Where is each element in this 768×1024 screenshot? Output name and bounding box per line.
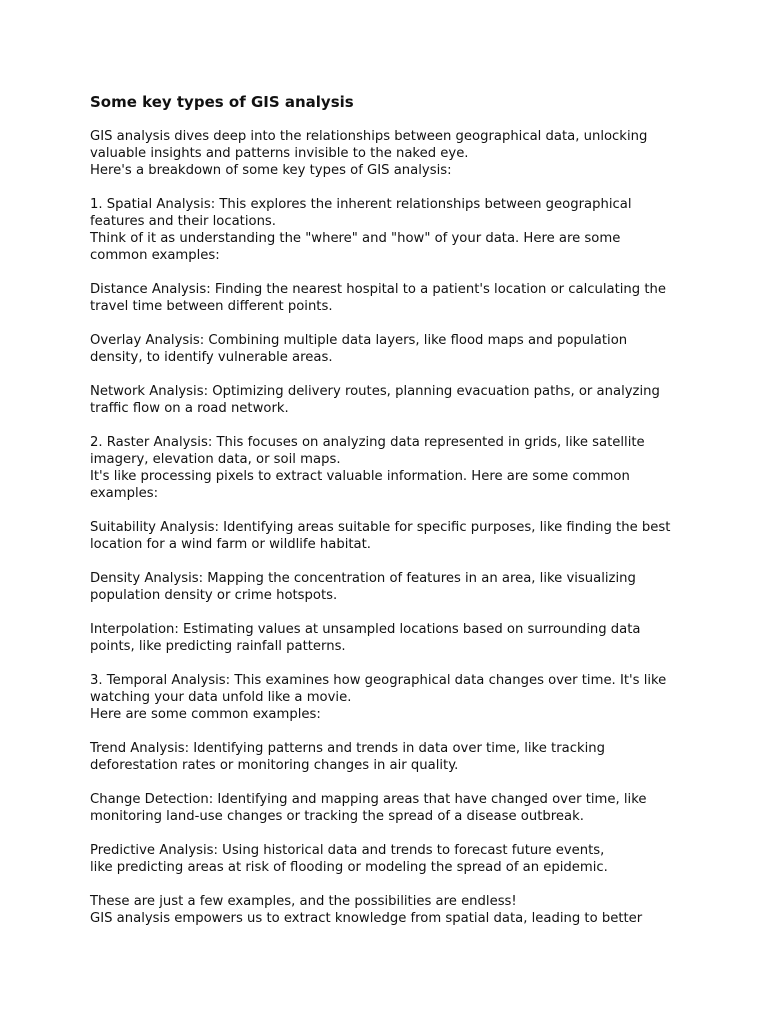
text-line: Density Analysis: Mapping the concentration of features in an area, like visualizing [90,571,636,586]
text-line: Network Analysis: Optimizing delivery routes, planning evacuation paths, or analyzing [90,384,660,399]
text-line: Change Detection: Identifying and mapping areas that have changed over time, like [90,792,647,807]
paragraph [90,570,690,604]
text-line: traffic flow on a road network. [90,401,289,416]
text-line: Suitability Analysis: Identifying areas suitable for specific purposes, like finding the best [90,520,671,535]
text-line: like predicting areas at risk of flooding or modeling the spread of an epidemic. [90,860,608,875]
text-line: It's like processing pixels to extract valuable information. Here are some common [90,469,630,484]
paragraph [90,128,690,179]
text-line: examples: [90,486,159,501]
text-line: Think of it as understanding the "where" and "how" of your data. Here are some [90,231,621,246]
document-body [90,128,690,927]
paragraph [90,383,690,417]
paragraph [90,791,690,825]
text-line: location for a wind farm or wildlife habitat. [90,537,371,552]
text-line: features and their locations. [90,214,276,229]
text-line: travel time between different points. [90,299,333,314]
text-line: Interpolation: Estimating values at unsampled locations based on surrounding data [90,622,641,637]
text-line: 1. Spatial Analysis: This explores the inherent relationships between geographical [90,197,632,212]
text-line: population density or crime hotspots. [90,588,338,603]
paragraph [90,740,690,774]
text-line: GIS analysis dives deep into the relationships between geographical data, unlocking [90,129,648,144]
text-line: Overlay Analysis: Combining multiple data layers, like flood maps and population [90,333,628,348]
paragraph [90,281,690,315]
document-page [90,92,690,944]
paragraph [90,196,690,264]
text-line: Predictive Analysis: Using historical data and trends to forecast future events, [90,843,605,858]
text-line: watching your data unfold like a movie. [90,690,352,705]
paragraph [90,332,690,366]
text-line: monitoring land-use changes or tracking the spread of a disease outbreak. [90,809,584,824]
text-line: density, to identify vulnerable areas. [90,350,333,365]
text-line: imagery, elevation data, or soil maps. [90,452,341,467]
paragraph [90,672,690,723]
text-line: 3. Temporal Analysis: This examines how geographical data changes over time. It's like [90,673,667,688]
text-line: common examples: [90,248,220,263]
text-line: valuable insights and patterns invisible to the naked eye. [90,146,469,161]
document-title: Some key types of GIS analysis [90,93,354,111]
text-line: Here's a breakdown of some key types of GIS analysis: [90,163,452,178]
paragraph [90,519,690,553]
text-line: Here are some common examples: [90,707,321,722]
text-line: deforestation rates or monitoring changes in air quality. [90,758,459,773]
text-line: points, like predicting rainfall patterns. [90,639,346,654]
text-line: These are just a few examples, and the possibilities are endless! [90,894,517,909]
text-line: 2. Raster Analysis: This focuses on analyzing data represented in grids, like satellite [90,435,645,450]
paragraph [90,842,690,876]
paragraph [90,434,690,502]
paragraph [90,893,690,927]
text-line: Trend Analysis: Identifying patterns and trends in data over time, like tracking [90,741,605,756]
text-line: Distance Analysis: Finding the nearest hospital to a patient's location or calculating the [90,282,666,297]
paragraph [90,621,690,655]
text-line: GIS analysis empowers us to extract knowledge from spatial data, leading to better [90,911,643,926]
